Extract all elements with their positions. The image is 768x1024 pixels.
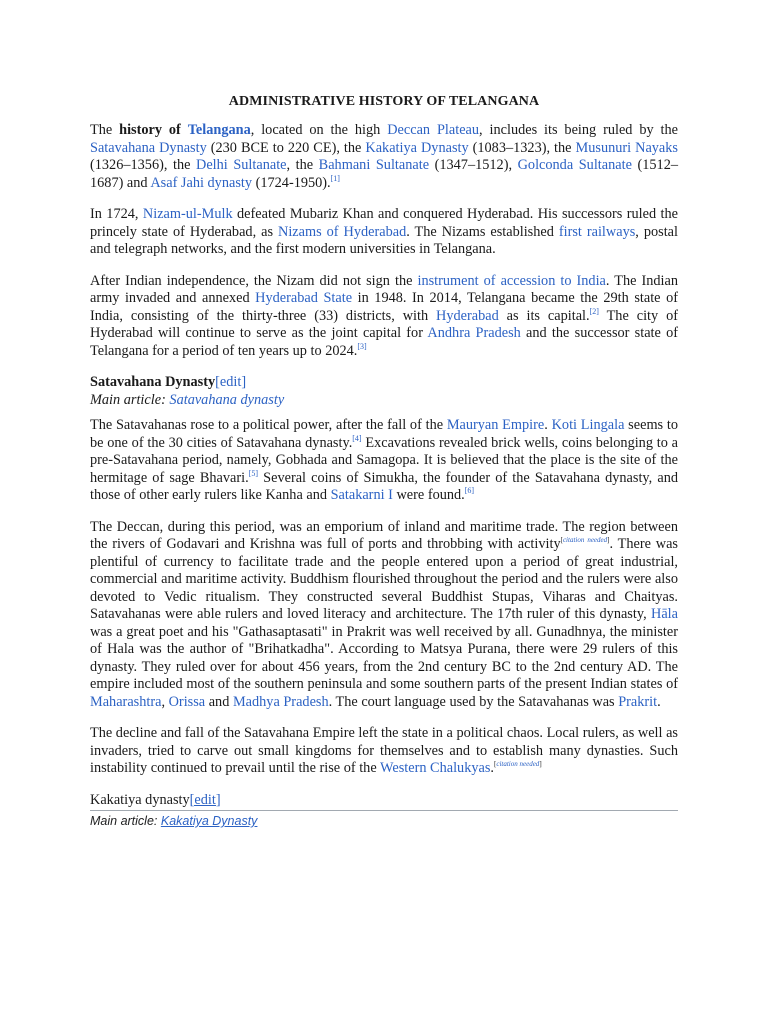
text: In 1724, bbox=[90, 206, 143, 222]
link-western-chalukyas[interactable]: Western Chalukyas bbox=[380, 760, 491, 776]
link-prakrit[interactable]: Prakrit bbox=[618, 693, 658, 710]
text: (1512–1687) and bbox=[90, 157, 678, 191]
satavahana-paragraph-2 bbox=[90, 519, 678, 712]
main-article-note bbox=[90, 392, 678, 410]
text: were found. bbox=[392, 487, 465, 503]
link-musunuri-nayaks[interactable]: Musunuri Nayaks bbox=[575, 139, 678, 156]
text: was a great poet and his "Gathasaptasati" in Prakrit was well received by all. Gunadhnya, the minister of Hala was the author of "Brihatkadha". According to Matsya Purana, there were 29 rulers of this dynasty. They ruled over for about 456 years, from the 2nd century BC to the 2nd century AD. The empire included most of the southern peninsula and some southern parts of the present Indian states of bbox=[90, 623, 678, 692]
text: Several coins of Simukha, the founder of the Satavahana dynasty, and those of other early rulers like Kanha and bbox=[90, 469, 678, 503]
link-first-railways[interactable]: first railways bbox=[558, 223, 636, 240]
bracket: [ bbox=[494, 760, 497, 769]
text: The Deccan, during this period, was an emporium of inland and maritime trade. The region between the rivers of Godavari and Krishna was full of ports and throbbing with activity bbox=[90, 518, 678, 552]
link-satavahana-dynasty[interactable]: Satavahana Dynasty bbox=[90, 139, 207, 156]
satavahana-paragraph-3 bbox=[90, 725, 678, 778]
link-hyderabad[interactable]: Hyderabad bbox=[436, 307, 499, 324]
link-satavahana-dynasty-article[interactable]: Satavahana dynasty bbox=[169, 391, 285, 408]
text: and the successor state of Telangana for a period of ten years up to 2024. bbox=[90, 325, 679, 359]
text: Excavations revealed brick wells, coins belonging to a pre-Satavahana period, namely, Gobhada and Samagopa. It is believed that the place is the site of the hermitage of sage Bhavari. bbox=[90, 434, 678, 486]
text: . The court language used by the Satavahanas was bbox=[328, 693, 619, 710]
text: . bbox=[490, 760, 494, 776]
nizam-paragraph bbox=[90, 206, 678, 259]
text bbox=[181, 122, 188, 138]
link-hyderabad-state[interactable]: Hyderabad State bbox=[255, 290, 353, 306]
link-delhi-sultanate[interactable]: Delhi Sultanate bbox=[196, 157, 287, 173]
section-heading-kakatiya bbox=[90, 792, 678, 812]
reference-5[interactable]: [5] bbox=[248, 468, 259, 478]
text: , includes its being ruled by the bbox=[479, 122, 678, 138]
text: . bbox=[657, 693, 661, 710]
text: , bbox=[161, 693, 169, 710]
link-kakatiya-dynasty[interactable]: Kakatiya Dynasty bbox=[365, 139, 469, 156]
bracket: ] bbox=[607, 536, 610, 545]
link-madhya-pradesh[interactable]: Madhya Pradesh bbox=[232, 693, 329, 710]
edit-link[interactable]: [edit] bbox=[215, 374, 247, 390]
text: . bbox=[544, 417, 552, 433]
link-nizams-of-hyderabad[interactable]: Nizams of Hyderabad bbox=[278, 223, 407, 240]
text: defeated Mubariz Khan and conquered Hyderabad. His successors ruled the princely state of Hyderabad, as bbox=[90, 206, 678, 240]
reference-1[interactable]: [1] bbox=[330, 173, 340, 183]
text: The city of Hyderabad will continue to serve as the joint capital for bbox=[90, 307, 678, 341]
text: seems to be one of the 30 cities of Satavahana dynasty. bbox=[90, 417, 678, 451]
text: The decline and fall of the Satavahana Empire left the state in a political chaos. Local rulers, as well as invaders, tried to carve out small kingdoms for themselves and to establish many dynasties. Such instability continued to prevail until the rise of the bbox=[90, 725, 678, 776]
text: (1083–1323), the bbox=[468, 139, 576, 156]
text: , located on the high bbox=[250, 122, 388, 138]
link-golconda-sultanate[interactable]: Golconda Sultanate bbox=[517, 157, 632, 173]
link-telangana[interactable]: Telangana bbox=[187, 122, 251, 138]
text: (1347–1512), bbox=[429, 157, 518, 173]
text: The bbox=[90, 122, 120, 138]
link-instrument-of-accession[interactable]: instrument of accession to India bbox=[417, 272, 606, 289]
independence-paragraph bbox=[90, 273, 678, 361]
link-koti-lingala[interactable]: Koti Lingala bbox=[551, 417, 625, 433]
intro-paragraph bbox=[90, 122, 678, 192]
text: After Indian independence, the Nizam did not sign the bbox=[90, 272, 418, 289]
text: . There was plentiful of currency to facilitate trade and the people entered upon a period of great industrial, commercial and maritime activity. Buddhism flourished throughout the period and the rulers were also devoted to Vedic ritualism. They constructed several Buddhist Stupas, Viharas and Chaityas. Satavahanas were able rulers and loved literacy and architecture. The 17th ruler of this dynasty, bbox=[90, 536, 678, 622]
citation-needed[interactable] bbox=[561, 536, 610, 544]
link-maharashtra[interactable]: Maharashtra bbox=[90, 693, 162, 710]
text: , the bbox=[286, 157, 319, 173]
reference-3[interactable]: [3] bbox=[357, 341, 367, 351]
link-orissa[interactable]: Orissa bbox=[168, 693, 206, 710]
link-deccan-plateau[interactable]: Deccan Plateau bbox=[387, 122, 480, 138]
main-article-prefix: Main article: bbox=[90, 391, 170, 408]
text: (1724-1950). bbox=[252, 174, 331, 191]
reference-2[interactable]: [2] bbox=[589, 306, 599, 316]
text: . The Nizams established bbox=[406, 223, 559, 240]
main-article-note bbox=[90, 813, 678, 830]
text: as its capital. bbox=[498, 307, 590, 324]
text: and bbox=[205, 693, 233, 710]
link-kakatiya-dynasty-article[interactable]: Kakatiya Dynasty bbox=[160, 814, 258, 828]
text: (1326–1356), the bbox=[90, 157, 196, 173]
text: The Satavahanas rose to a political power, after the fall of the bbox=[90, 417, 447, 433]
link-andhra-pradesh[interactable]: Andhra Pradesh bbox=[427, 325, 521, 341]
link-nizam-ul-mulk[interactable]: Nizam-ul-Mulk bbox=[142, 206, 233, 222]
section-title: Kakatiya dynasty bbox=[90, 791, 190, 808]
text: , postal and telegraph networks, and the first modern universities in Telangana. bbox=[90, 223, 678, 257]
citation-needed-text[interactable]: citation needed bbox=[562, 536, 608, 545]
bracket: ] bbox=[539, 760, 542, 769]
text: in 1948. In 2014, Telangana became the 29th state of India, consisting of the thirty-three (33) districts, with bbox=[90, 290, 678, 324]
reference-6[interactable]: [6] bbox=[464, 486, 475, 496]
satavahana-paragraph-1 bbox=[90, 417, 678, 505]
main-article-prefix: Main article: bbox=[90, 814, 161, 828]
text: (230 BCE to 220 CE), the bbox=[206, 139, 366, 156]
text: . The Indian army invaded and annexed bbox=[90, 272, 679, 306]
citation-needed-text[interactable]: citation needed bbox=[496, 760, 540, 769]
link-bahmani-sultanate[interactable]: Bahmani Sultanate bbox=[318, 157, 430, 173]
citation-needed[interactable] bbox=[494, 760, 542, 768]
link-hala[interactable]: Hāla bbox=[651, 606, 678, 622]
edit-link[interactable]: [edit] bbox=[189, 791, 221, 808]
section-title: Satavahana Dynasty bbox=[90, 374, 216, 390]
link-satakarni-i[interactable]: Satakarni I bbox=[330, 487, 393, 503]
page-title: ADMINISTRATIVE HISTORY OF TELANGANA bbox=[228, 94, 540, 109]
link-asaf-jahi-dynasty[interactable]: Asaf Jahi dynasty bbox=[150, 174, 253, 191]
section-heading-satavahana bbox=[90, 374, 678, 392]
bold-text: history of bbox=[119, 122, 181, 138]
link-mauryan-empire[interactable]: Mauryan Empire bbox=[446, 417, 545, 433]
reference-4[interactable]: [4] bbox=[352, 433, 362, 443]
bracket: [ bbox=[560, 536, 563, 545]
